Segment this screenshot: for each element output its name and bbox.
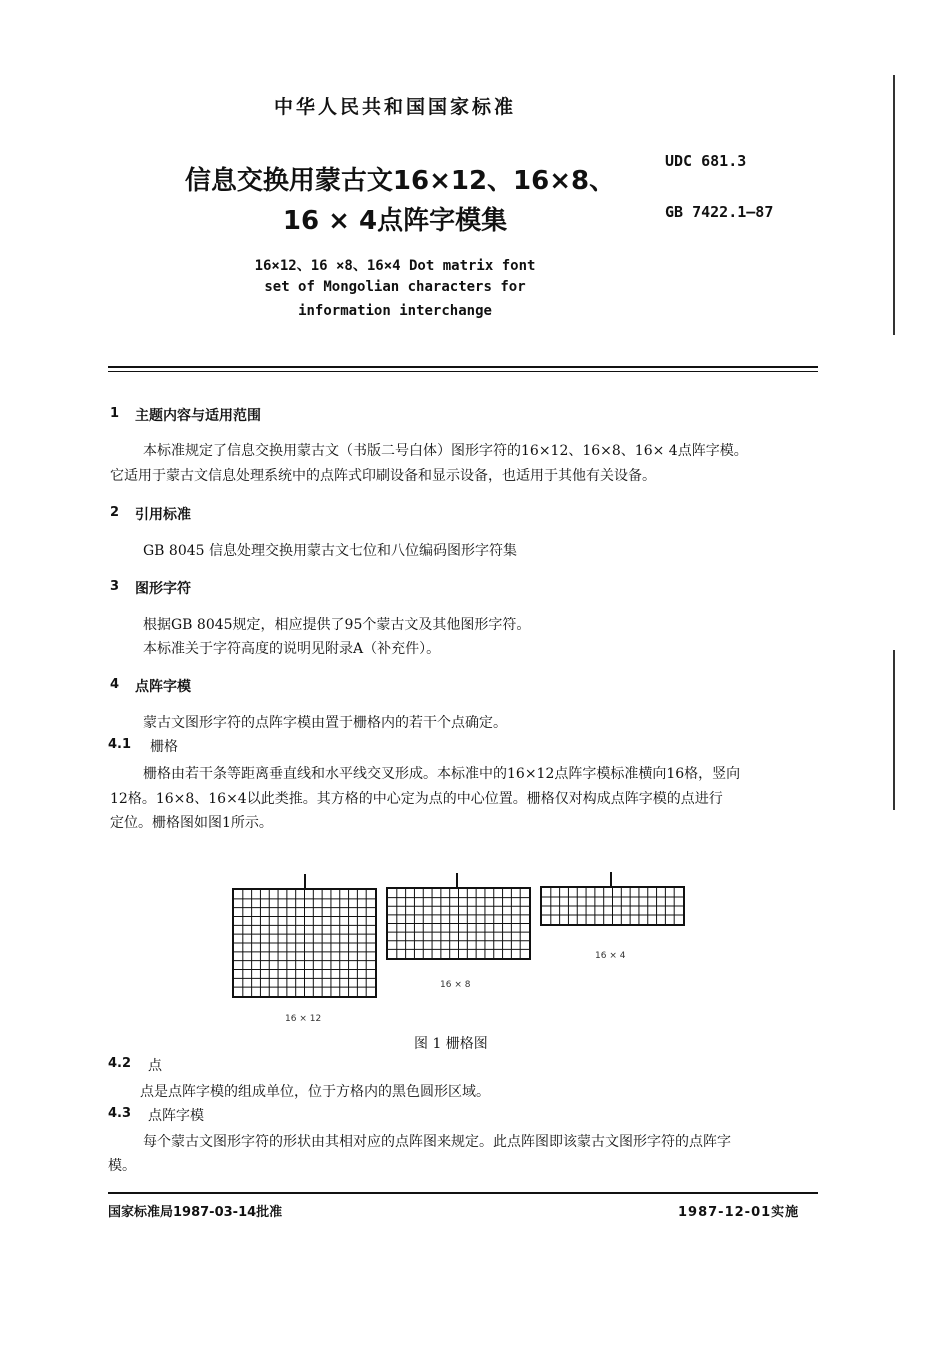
section-1-title: 主题内容与适用范围 — [135, 408, 261, 424]
section-1-text-1: 本标准规定了信息交换用蒙古文（书版二号白体）图形字符的16×12、16×8、16× 4点阵字模。 — [143, 443, 748, 459]
section-3-text-1: 根据GB 8045规定，相应提供了95个蒙古文及其他图形字符。 — [143, 617, 531, 633]
issuing-authority: 中华人民共和国国家标准 — [273, 96, 516, 118]
approval-date: 国家标准局1987-03-14批准 — [108, 1205, 283, 1220]
footer-rule — [108, 1192, 818, 1194]
udc-code: UDC 681.3 — [665, 152, 747, 170]
title-line-2: 16 × 4点阵字模集 — [282, 206, 508, 236]
effective-date: 1987-12-01实施 — [678, 1205, 800, 1220]
grid-lines — [542, 888, 683, 924]
grid-lines — [388, 889, 529, 958]
section-4-text: 蒙古文图形字符的点阵字模由置于栅格内的若干个点确定。 — [143, 715, 507, 731]
section-2-title: 引用标准 — [135, 507, 191, 523]
section-3-number: 3 — [110, 579, 120, 594]
section-4-2-text: 点是点阵字模的组成单位，位于方格内的黑色圆形区域。 — [140, 1084, 490, 1100]
grid-16x12-label: 16 × 12 — [285, 1014, 322, 1024]
section-1-number: 1 — [110, 406, 120, 421]
scan-edge — [893, 75, 895, 335]
grid-lines — [234, 890, 375, 996]
section-4-2-title: 点 — [148, 1058, 162, 1074]
section-3-title: 图形字符 — [135, 581, 191, 597]
grid-16x4 — [540, 886, 685, 926]
header-rule-thin — [108, 371, 818, 372]
section-3-text-2: 本标准关于字符高度的说明见附录A（补充件）。 — [143, 641, 441, 657]
english-title-line-2: set of Mongolian characters for — [264, 279, 526, 295]
section-4-2-number: 4.2 — [108, 1056, 132, 1071]
english-title-line-3: information interchange — [298, 303, 492, 319]
section-4-1-text-1: 栅格由若干条等距离垂直线和水平线交叉形成。本标准中的16×12点阵字模标准横向16格，竖向 — [143, 766, 741, 782]
section-4-3-title: 点阵字模 — [148, 1108, 204, 1124]
scan-edge-lower — [893, 650, 895, 810]
section-4-3-number: 4.3 — [108, 1106, 132, 1121]
section-4-1-text-2: 12格。16×8、16×4以此类推。其方格的中心定为点的中心位置。栅格仅对构成点阵字模的点进行 — [110, 791, 723, 807]
section-2-number: 2 — [110, 505, 120, 520]
grid-16x8-label: 16 × 8 — [440, 980, 471, 990]
section-4-3-text-1: 每个蒙古文图形字符的形状由其相对应的点阵图来规定。此点阵图即该蒙古文图形字符的点阵字 — [143, 1134, 731, 1150]
section-4-1-number: 4.1 — [108, 737, 132, 752]
section-1-text-2: 它适用于蒙古文信息处理系统中的点阵式印刷设备和显示设备，也适用于其他有关设备。 — [110, 468, 656, 484]
section-2-text: GB 8045 信息处理交换用蒙古文七位和八位编码图形字符集 — [143, 543, 517, 559]
grid-16x12 — [232, 888, 377, 998]
title-line-1: 信息交换用蒙古文16×12、16×8、 — [184, 166, 616, 196]
grid-16x8 — [386, 887, 531, 960]
section-4-number: 4 — [110, 677, 120, 692]
section-4-3-text-2: 模。 — [108, 1158, 136, 1174]
section-4-title: 点阵字模 — [135, 679, 191, 695]
grid-16x4-label: 16 × 4 — [595, 951, 626, 961]
figure-caption: 图 1 栅格图 — [414, 1036, 488, 1052]
section-4-1-text-3: 定位。栅格图如图1所示。 — [110, 815, 273, 831]
gb-code: GB 7422.1—87 — [665, 203, 774, 221]
section-4-1-title: 栅格 — [150, 739, 178, 755]
header-rule — [108, 366, 818, 368]
english-title-line-1: 16×12、16 ×8、16×4 Dot matrix font — [254, 258, 536, 274]
